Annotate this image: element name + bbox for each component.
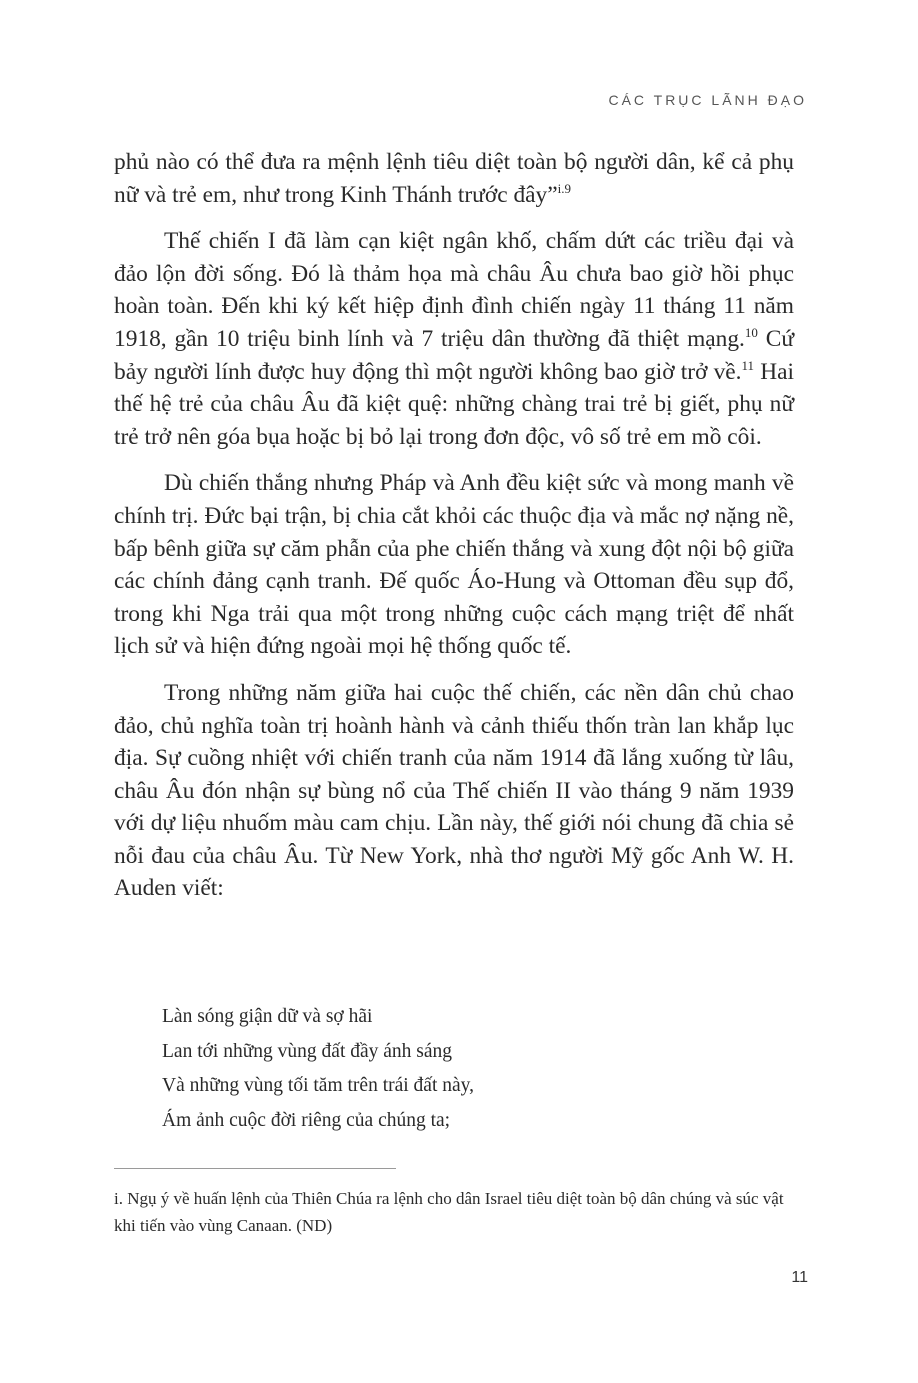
paragraph-2-text-b: Cứ bảy người lính được huy động thì một người không bao giờ trở về. [114, 325, 794, 385]
paragraph-4: Trong những năm giữa hai cuộc thế chiến, các nền dân chủ chao đảo, chủ nghĩa toàn trị hoành hành và cảnh thiếu thốn tràn lan khắp lục địa. Sự cuồng nhiệt với chiến tranh của năm 1914 đã lắng xuống từ lâu, châu Âu đón nhận sự bùng nổ của Thế chiến II vào tháng 9 năm 1939 với dự liệu nhuốm màu cam chịu. Lần này, thế giới nói chung đã chia sẻ nỗi đau của châu Âu. Từ New York, nhà thơ người Mỹ gốc Anh W. H. Auden viết: [114, 679, 794, 902]
paragraph-1 [114, 146, 794, 211]
paragraph-1-text: phủ nào có thể đưa ra mệnh lệnh tiêu diệt toàn bộ người dân, kể cả phụ nữ và trẻ em, như trong Kinh Thánh trước đây” [114, 149, 794, 208]
page-number: 11 [791, 1269, 808, 1286]
paragraph-2-text-c: Hai thế hệ trẻ của châu Âu đã kiệt quệ: những chàng trai trẻ bị giết, phụ nữ trẻ trở nên góa bụa hoặc bị bỏ lại trong đơn độc, vô số trẻ em mồ côi. [114, 358, 794, 450]
poem-line: Ám ảnh cuộc đời riêng của chúng ta; [162, 1109, 451, 1131]
paragraph-2 [114, 225, 794, 453]
running-header: CÁC TRỤC LÃNH ĐẠO [608, 92, 807, 108]
poem-quote [162, 1000, 762, 1138]
note-reference: i.9 [557, 180, 571, 196]
poem-line: Làn sóng giận dữ và sợ hãi [162, 1006, 373, 1027]
body-text [114, 146, 794, 919]
paragraph-3: Dù chiến thắng nhưng Pháp và Anh đều kiệt sức và mong manh về chính trị. Đức bại trận, bị chia cắt khỏi các thuộc địa và mắc nợ nặng nề, bấp bênh giữa sự căm phẫn của phe chiến thắng và xung đột nội bộ giữa các chính đảng cạnh tranh. Đế quốc Áo-Hung và Ottoman đều sụp đổ, trong khi Nga trải qua một trong những cuộc cách mạng triệt để nhất lịch sử và hiện đứng ngoài mọi hệ thống quốc tế. [114, 470, 794, 660]
note-reference-11: 11 [741, 357, 755, 373]
footnote-divider [114, 1168, 396, 1169]
footnote: i. Ngụ ý về huấn lệnh của Thiên Chúa ra lệnh cho dân Israel tiêu diệt toàn bộ dân chúng và súc vật khi tiến vào vùng Canaan. (ND) [114, 1189, 784, 1235]
paragraph-2-text-a: Thế chiến I đã làm cạn kiệt ngân khố, chấm dứt các triều đại và đảo lộn đời sống. Đó là thảm họa mà châu Âu chưa bao giờ hồi phục hoàn toàn. Đến khi ký kết hiệp định đình chiến ngày 11 tháng 11 năm 1918, gần 10 triệu binh lính và 7 triệu dân thường đã thiệt mạng. [114, 228, 794, 352]
poem-line: Lan tới những vùng đất đầy ánh sáng [162, 1040, 453, 1062]
note-reference-10: 10 [744, 325, 758, 341]
poem-line: Và những vùng tối tăm trên trái đất này, [162, 1075, 475, 1096]
